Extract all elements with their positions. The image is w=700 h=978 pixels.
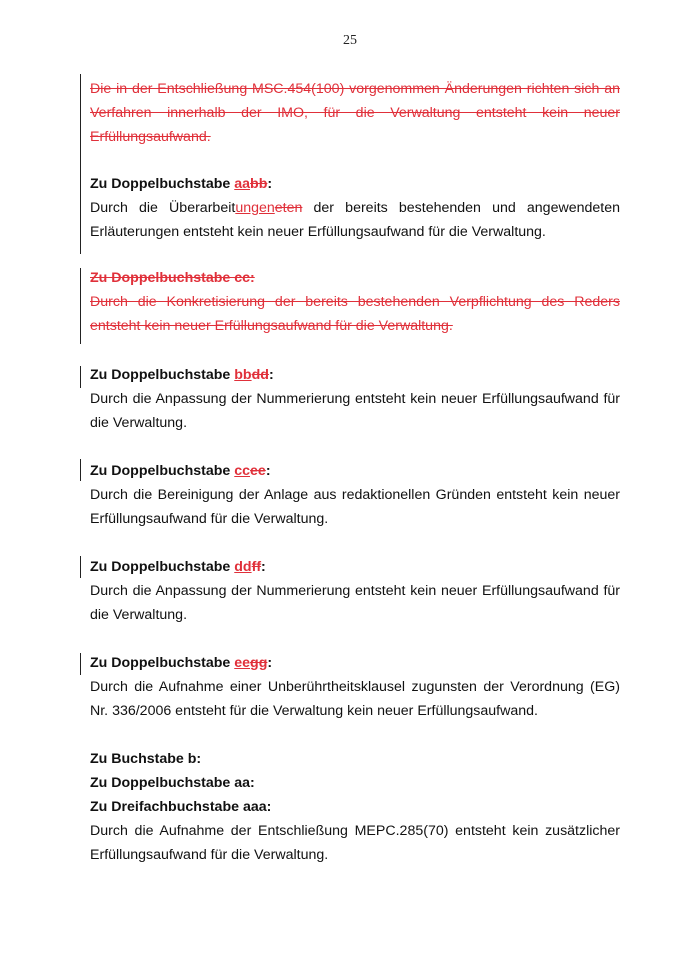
inserted-letters: cc — [234, 463, 251, 479]
deleted-body: Durch die Konkretisierung der bereits bestehenden Verpflichtung des Reders entsteht kein neuer Erfüllungsaufwand für die Verwaltung. — [90, 294, 620, 334]
heading-colon: : — [268, 367, 274, 383]
section-doppelbuchstabe-bb — [90, 363, 620, 435]
change-bar — [80, 556, 81, 578]
inserted-letters: dd — [234, 559, 252, 575]
section-body: Durch die Anpassung der Nummerierung entsteht kein neuer Erfüllungsaufwand für die Verwaltung. — [90, 391, 620, 431]
body-text: der bereits bestehenden und angewendeten Erläuterungen entsteht kein neuer Erfüllungsaufwand für die Verwaltung. — [90, 200, 620, 240]
section-doppelbuchstabe-ee — [90, 651, 620, 723]
heading-prefix: Zu Doppelbuchstabe — [90, 559, 235, 575]
heading-colon: : — [265, 463, 271, 479]
deleted-heading: Zu Doppelbuchstabe cc: — [90, 270, 255, 286]
heading-colon: : — [261, 559, 266, 575]
heading-prefix: Zu Doppelbuchstabe — [90, 655, 235, 671]
section-heading — [90, 363, 620, 387]
subsubsection-heading: Zu Dreifachbuchstabe aaa: — [90, 799, 272, 815]
section-heading — [90, 459, 620, 483]
section-doppelbuchstabe-dd — [90, 555, 620, 627]
inserted-letters: bb — [234, 367, 252, 383]
section-doppelbuchstabe-cc — [90, 459, 620, 531]
section-heading: Zu Buchstabe b: — [90, 751, 202, 767]
change-bar — [80, 74, 81, 254]
section-body: Durch die Bereinigung der Anlage aus redaktionellen Gründen entsteht kein neuer Erfüllungsaufwand für die Verwaltung. — [90, 487, 620, 527]
section-body: Durch die Aufnahme einer Unberührtheitsklausel zugunsten der Verordnung (EG) Nr. 336/2006 entsteht für die Verwaltung kein neuer Erfüllungsaufwand. — [90, 679, 620, 719]
deleted-letters: ee — [250, 463, 266, 479]
change-bar — [80, 653, 81, 675]
change-bar — [80, 366, 81, 388]
deleted-letters: gg — [250, 655, 268, 671]
section-buchstabe-b — [90, 747, 620, 867]
heading-prefix: Zu Doppelbuchstabe — [90, 176, 235, 192]
page-number: 25 — [343, 33, 357, 48]
inserted-text: ungen — [235, 200, 275, 216]
heading-prefix: Zu Doppelbuchstabe — [90, 463, 235, 479]
deleted-letters: ff — [251, 559, 262, 575]
change-bar — [80, 459, 81, 481]
deleted-paragraph-msc — [90, 77, 620, 149]
section-heading — [90, 555, 620, 579]
deleted-section-cc — [90, 266, 620, 338]
section-body: Durch die Anpassung der Nummerierung entsteht kein neuer Erfüllungsaufwand für die Verwaltung. — [90, 583, 620, 623]
heading-colon: : — [267, 655, 273, 671]
section-body — [90, 196, 620, 244]
change-bar — [80, 268, 81, 344]
deleted-letters: dd — [251, 367, 269, 383]
deleted-text: Die in der Entschließung MSC.454(100) vorgenommen Änderungen richten sich an Verfahren innerhalb der IMO, für die Verwaltung entsteht kein neuer Erfüllungsaufwand. — [90, 81, 620, 145]
section-heading — [90, 172, 620, 196]
subsection-heading: Zu Doppelbuchstabe aa: — [90, 775, 255, 791]
deleted-letters: bb — [250, 176, 268, 192]
body-text: Durch die Überarbeit — [90, 200, 236, 216]
deleted-text: eten — [274, 200, 303, 216]
section-heading — [90, 651, 620, 675]
inserted-letters: aa — [234, 176, 251, 192]
heading-prefix: Zu Doppelbuchstabe — [90, 367, 235, 383]
inserted-letters: ee — [234, 655, 251, 671]
section-body: Durch die Aufnahme der Entschließung MEPC.285(70) entsteht kein zusätzlicher Erfüllungsaufwand für die Verwaltung. — [90, 823, 620, 863]
heading-colon: : — [267, 176, 273, 192]
section-doppelbuchstabe-aa — [90, 172, 620, 244]
